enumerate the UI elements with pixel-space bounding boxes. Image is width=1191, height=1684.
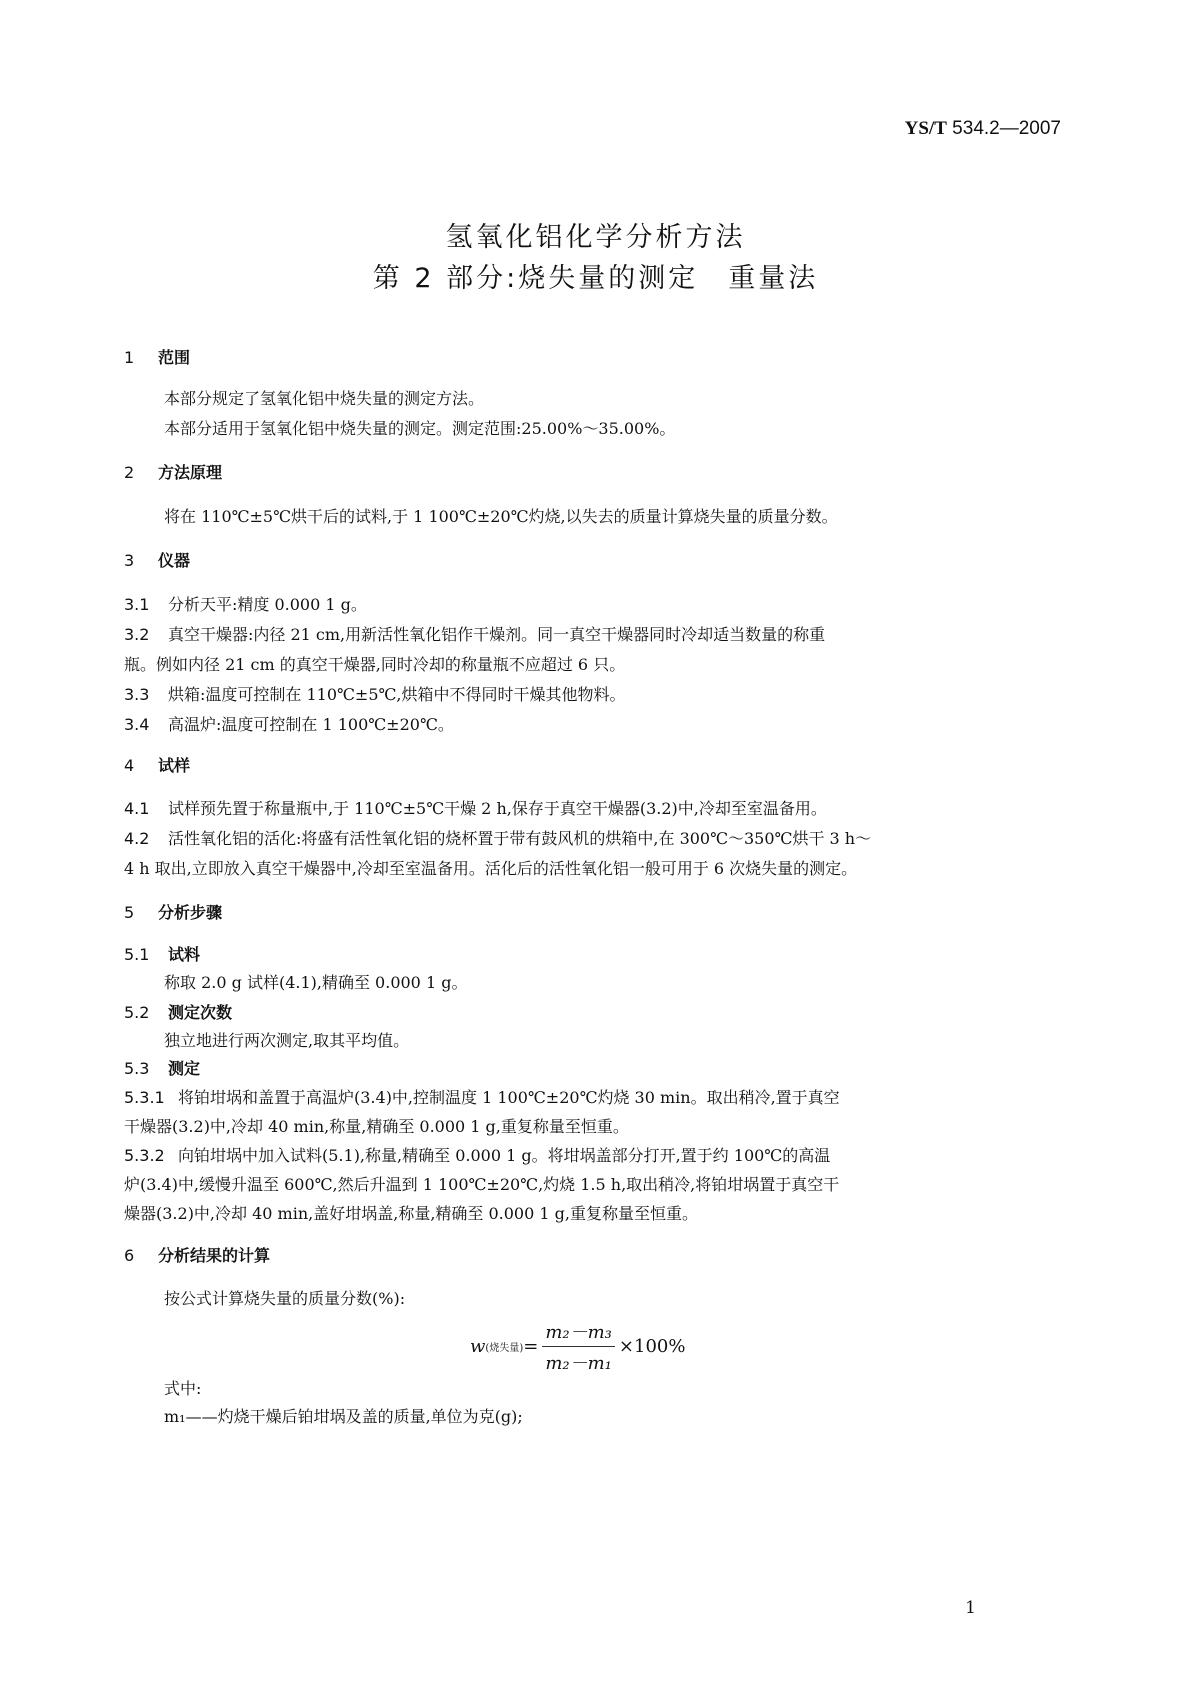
clause-3-2: 3.2 真空干燥器:内径 21 cm,用新活性氧化铝作干燥剂。同一真空干燥器同时冷却适当数量的称重 <box>124 625 826 644</box>
section-heading-4: 4 试样 <box>124 756 191 775</box>
section-heading-5: 5 分析步骤 <box>124 903 223 922</box>
paragraph: 称取 2.0 g 试样(4.1),精确至 0.000 1 g。 <box>164 973 468 992</box>
clause-5-3-1: 5.3.1 将铂坩埚和盖置于高温炉(3.4)中,控制温度 1 100℃±20℃灼烧 30 min。取出稍冷,置于真空 <box>124 1088 840 1107</box>
document-subtitle: 第 2 部分:烧失量的测定 重量法 <box>372 263 819 294</box>
page-number: 1 <box>965 1598 976 1618</box>
paragraph: 干燥器(3.2)中,冷却 40 min,称量,精确至 0.000 1 g,重复称量至恒重。 <box>124 1117 629 1136</box>
clause-3-4: 3.4 高温炉:温度可控制在 1 100℃±20℃。 <box>124 715 454 734</box>
clause-4-1: 4.1 试样预先置于称量瓶中,于 110℃±5℃干燥 2 h,保存于真空干燥器(3.2)中,冷却至室温备用。 <box>124 799 827 818</box>
subsection-5-2: 5.2 测定次数 <box>124 1003 233 1022</box>
paragraph: 本部分规定了氢氧化铝中烧失量的测定方法。 <box>164 389 485 408</box>
section-heading-3: 3 仪器 <box>124 551 191 570</box>
paragraph: 炉(3.4)中,缓慢升温至 600℃,然后升温到 1 100℃±20℃,灼烧 1.5 h,取出稍冷,将铂坩埚置于真空干 <box>124 1175 840 1194</box>
clause-5-3-2: 5.3.2 向铂坩埚中加入试料(5.1),称量,精确至 0.000 1 g。将坩埚盖部分打开,置于约 100℃的高温 <box>124 1146 831 1165</box>
subsection-5-1: 5.1 试料 <box>124 945 201 964</box>
paragraph: 将在 110℃±5℃烘干后的试料,于 1 100℃±20℃灼烧,以失去的质量计算烧失量的质量分数。 <box>164 507 838 526</box>
clause-3-1: 3.1 分析天平:精度 0.000 1 g。 <box>124 595 367 614</box>
document-title: 氢氧化铝化学分析方法 <box>445 222 746 253</box>
section-heading-2: 2 方法原理 <box>124 463 223 482</box>
section-heading-6: 6 分析结果的计算 <box>124 1246 271 1265</box>
standard-code: YS/T 534.2—2007 <box>904 118 1061 139</box>
paragraph: 4 h 取出,立即放入真空干燥器中,冷却至室温备用。活化后的活性氧化铝一般可用于 6 次烧失量的测定。 <box>124 859 858 878</box>
paragraph: 按公式计算烧失量的质量分数(%): <box>164 1289 406 1308</box>
paragraph: 瓶。例如内径 21 cm 的真空干燥器,同时冷却的称量瓶不应超过 6 只。 <box>124 655 626 674</box>
subsection-5-3: 5.3 测定 <box>124 1059 201 1078</box>
formula: w (烧失量) = $\frac{\text{m₂－m₃}}{\text{m₂－m₁}}$ ×100% <box>470 1318 685 1375</box>
variable-definition: m₁——灼烧干燥后铂坩埚及盖的质量,单位为克(g); <box>164 1407 523 1426</box>
clause-4-2: 4.2 活性氧化铝的活化:将盛有活性氧化铝的烧杯置于带有鼓风机的烘箱中,在 300℃～350℃烘干 3 h～ <box>124 829 872 848</box>
clause-3-3: 3.3 烘箱:温度可控制在 110℃±5℃,烘箱中不得同时干燥其他物料。 <box>124 685 626 704</box>
paragraph: 独立地进行两次测定,取其平均值。 <box>164 1031 410 1050</box>
paragraph: 本部分适用于氢氧化铝中烧失量的测定。测定范围:25.00%～35.00%。 <box>164 419 676 438</box>
paragraph: 燥器(3.2)中,冷却 40 min,盖好坩埚盖,称量,精确至 0.000 1 g,重复称量至恒重。 <box>124 1204 698 1223</box>
paragraph: 式中: <box>164 1379 202 1398</box>
section-heading-1: 1 范围 <box>124 348 191 367</box>
